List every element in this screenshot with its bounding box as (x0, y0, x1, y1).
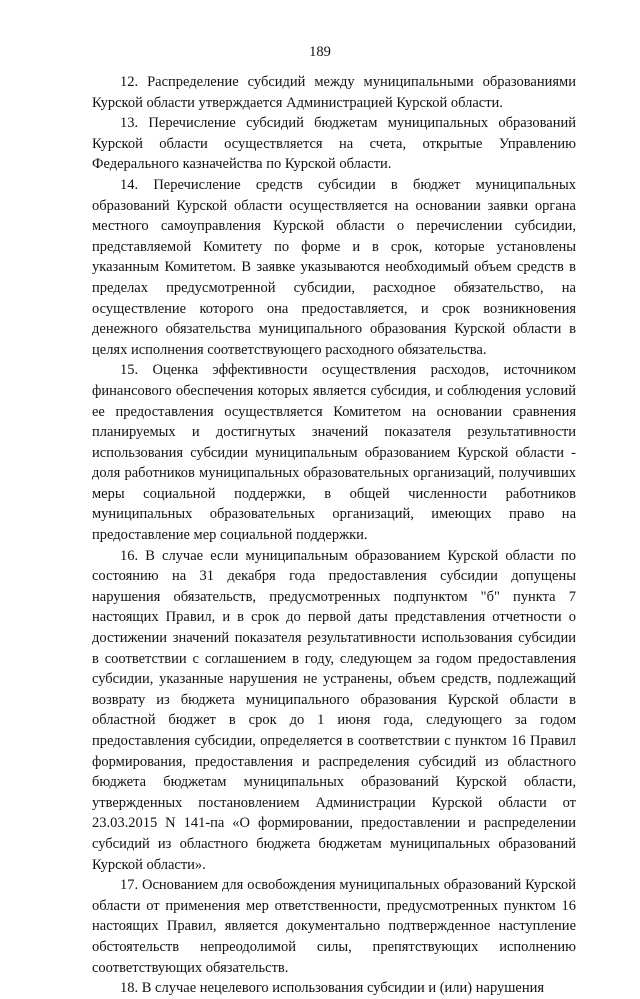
paragraph-18: 18. В случае нецелевого использования субсидии и (или) нарушения (120, 980, 545, 997)
paragraph-14: 14. Перечисление средств субсидии в бюджет муниципальных образований Курской области осуществляется на основании заявки органа местного самоуправления Курской области о перечислении субсидии, представляемой Комитету по форме и в срок, которые установлены указанным Комитетом. В заявке указываются необходимый объем средств в пределах предусмотренной субсидии, расходное обязательство, на осуществление которого она предоставляется, и срок возникновения денежного обязательства муниципального образования Курской области в целях исполнения соответствующего расходного обязательства. (92, 176, 576, 358)
document-body (92, 72, 576, 999)
paragraph-17: 17. Основанием для освобождения муниципальных образований Курской области от применения мер ответственности, предусмотренных пунктом 16 настоящих Правил, является документально подтвержденное наступление обстоятельств непреодолимой силы, препятствующих исполнению соответствующих обязательств. (92, 877, 576, 976)
paragraph-13: 13. Перечисление субсидий бюджетам муниципальных образований Курской области осуществляется на счета, открытые Управлению Федерального казначейства по Курской области. (92, 115, 576, 173)
paragraph-16: 16. В случае если муниципальным образованием Курской области по состоянию на 31 декабря года предоставления субсидии допущены нарушения обязательств, предусмотренных подпунктом "б" пункта 7 настоящих Правил, и в срок до первой даты представления отчетности о достижении значений показателя результативности использования субсидии в соответствии с соглашением в году, следующем за годом предоставления субсидии, указанные нарушения не устранены, объем средств, подлежащий возврату из бюджета муниципального образования Курской области в областной бюджет в срок до 1 июня года, следующего за годом предоставления субсидии, определяется в соответствии с пунктом 16 Правил формирования, предоставления и распределения субсидий из областного бюджета бюджетам муниципальных образований Курской области, утвержденных постановлением Администрации Курской области от 23.03.2015 N 141-па «О формировании, предоставлении и распределении субсидий из областного бюджета бюджетам муниципальных образований Курской области». (92, 547, 576, 873)
paragraph-15: 15. Оценка эффективности осуществления расходов, источником финансового обеспечения которых является субсидия, и соблюдения условий ее предоставления осуществляется Комитетом на основании сравнения планируемых и достигнутых значений показателя результативности использования субсидии муниципальным образованием Курской области - доля работников муниципальных образовательных организаций, получивших меры социальной поддержки, в общей численности работников муниципальных образовательных организаций, имеющих право на предоставление мер социальной поддержки. (92, 362, 576, 544)
paragraph-12: 12. Распределение субсидий между муниципальными образованиями Курской области утверждается Администрацией Курской области. (92, 74, 576, 111)
page-number: 189 (309, 44, 331, 60)
